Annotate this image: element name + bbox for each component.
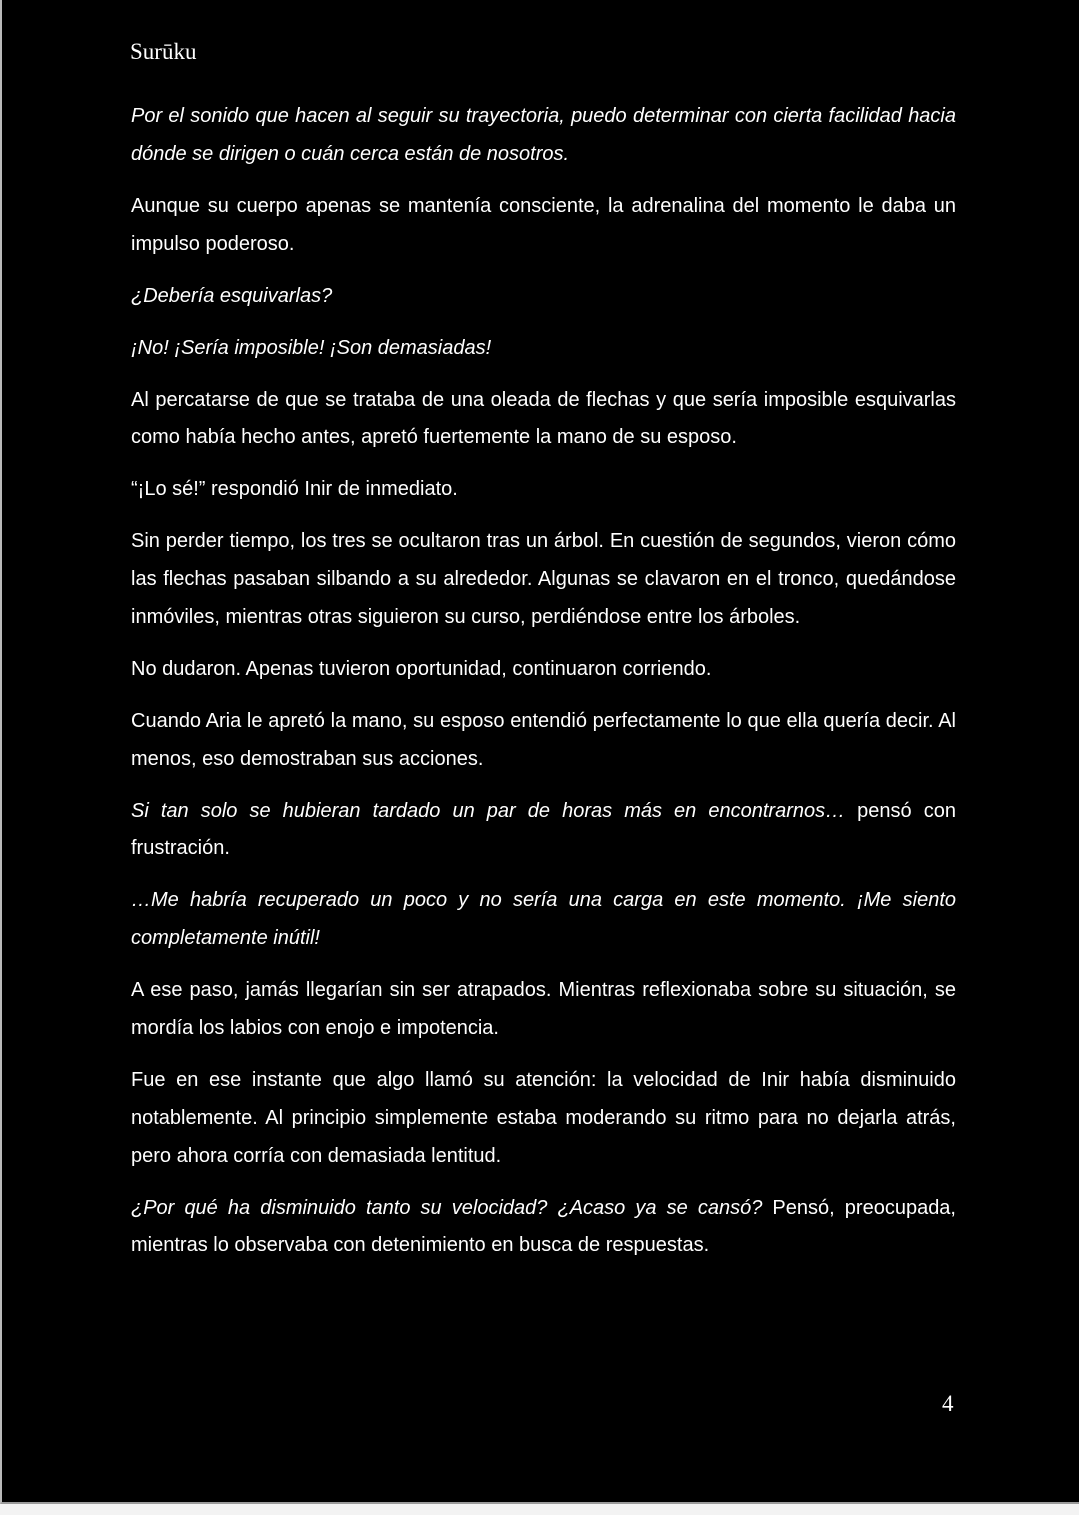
italic-thought: …Me habría recuperado un poco y no sería una carga en este momento. ¡Me siento completamente inútil! bbox=[131, 889, 956, 950]
narration: Pensó, preocupada, mientras lo observaba con detenimiento en busca de respuestas. bbox=[131, 1196, 956, 1257]
italic-thought: Por el sonido que hacen al seguir su trayectoria, puedo determinar con cierta facilidad hacia dónde se dirigen o cuán cerca están de nosotros. bbox=[131, 105, 956, 165]
italic-thought: Si tan solo se hubieran tardado un par de horas más en encontrarnos… bbox=[131, 799, 846, 822]
page-number: 4 bbox=[942, 1391, 954, 1416]
page-body bbox=[131, 98, 956, 1279]
paragraph bbox=[131, 1190, 956, 1266]
paragraph bbox=[131, 793, 956, 869]
paragraph: Al percatarse de que se trataba de una oleada de flechas y que sería imposible esquivarlas como había hecho antes, apretó fuertemente la mano de su esposo. bbox=[131, 388, 956, 449]
paragraph: Cuando Aria le apretó la mano, su esposo entendió perfectamente lo que ella quería decir. Al menos, eso demostraban sus acciones. bbox=[131, 709, 956, 770]
italic-thought: ¿Por qué ha disminuido tanto su velocidad? ¿Acaso ya se cansó? bbox=[131, 1196, 763, 1219]
paragraph bbox=[131, 278, 956, 316]
paragraph: Aunque su cuerpo apenas se mantenía consciente, la adrenalina del momento le daba un impulso poderoso. bbox=[131, 194, 956, 255]
paragraph: A ese paso, jamás llegarían sin ser atrapados. Mientras reflexionaba sobre su situación, se mordía los labios con enojo e impotencia. bbox=[131, 979, 956, 1039]
paragraph bbox=[131, 98, 956, 174]
paragraph: Sin perder tiempo, los tres se ocultaron tras un árbol. En cuestión de segundos, vieron cómo las flechas pasaban silbando a su alrededor. Algunas se clavaron en el tronco, quedándose inmóviles, mientras otras siguieron su curso, perdiéndose entre los árboles. bbox=[131, 530, 956, 628]
italic-thought: ¿Debería esquivarlas? bbox=[131, 284, 333, 307]
paragraph: No dudaron. Apenas tuvieron oportunidad, continuaron corriendo. bbox=[131, 657, 712, 680]
running-header: Surūku bbox=[130, 39, 197, 64]
paragraph bbox=[131, 330, 956, 368]
paragraph: Fue en ese instante que algo llamó su atención: la velocidad de Inir había disminuido notablemente. Al principio simplemente estaba moderando su ritmo para no dejarla atrás, pero ahora corría con demasiada lentitud. bbox=[131, 1068, 956, 1167]
paragraph: “¡Lo sé!” respondió Inir de inmediato. bbox=[131, 478, 458, 501]
paragraph bbox=[131, 882, 956, 958]
narration: pensó con frustración. bbox=[131, 799, 956, 860]
italic-thought: ¡No! ¡Sería imposible! ¡Son demasiadas! bbox=[131, 336, 492, 359]
